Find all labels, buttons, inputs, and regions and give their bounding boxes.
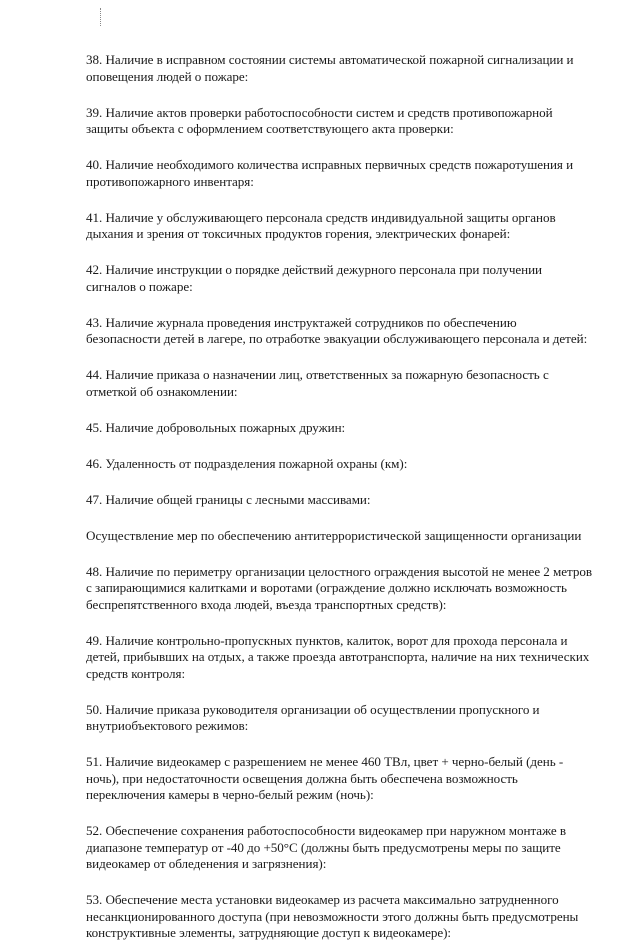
item-line: детей, прибывших на отдых, а также проезда автотранспорта, наличие на них технических (86, 649, 590, 664)
item-line: видеокамер от обледенения и загрязнения): (86, 856, 327, 871)
item-51 (86, 754, 598, 804)
item-line: 44. Наличие приказа о назначении лиц, ответственных за пожарную безопасность с (86, 367, 549, 382)
item-line: несанкционированного доступа (при невозможности этого должны быть предусмотрены (86, 908, 579, 924)
item-45 (86, 420, 598, 437)
section-heading: Осуществление мер по обеспечению антитеррористической защищенности организации (86, 527, 582, 543)
item-39 (86, 105, 598, 138)
scan-mark (100, 8, 102, 26)
item-47 (86, 492, 598, 509)
item-line: средств контроля: (86, 665, 186, 681)
item-line: дыхания и зрения от токсичных продуктов горения, электрических фонарей: (86, 226, 511, 241)
item-line: 48. Наличие по периметру организации целостного ограждения высотой не менее 2 метров (86, 563, 592, 579)
item-line: 53. Обеспечение места установки видеокамер из расчета максимально затрудненного (86, 892, 559, 907)
item-line: диапазоне температур от -40 до +50°С (должны быть предусмотрены меры по защите (86, 839, 561, 855)
item-line: 41. Наличие у обслуживающего персонала средств индивидуальной защиты органов (86, 209, 556, 225)
item-42 (86, 262, 598, 295)
item-line: внутриобъектового режимов: (86, 718, 249, 733)
item-line: защиты объекта с оформлением соответствующего акта проверки: (86, 121, 454, 136)
item-line: 52. Обеспечение сохранения работоспособности видеокамер при наружном монтаже в (86, 823, 567, 838)
item-line: 38. Наличие в исправном состоянии системы автоматической пожарной сигнализации и (86, 52, 574, 67)
item-line: беспрепятственного входа людей, въезда транспортных средств): (86, 596, 447, 612)
item-43 (86, 315, 598, 348)
item-line: переключения камеры в черно-белый режим (ночь): (86, 787, 374, 802)
item-46 (86, 456, 598, 473)
item-line: 43. Наличие журнала проведения инструктажей сотрудников по обеспечению (86, 314, 517, 330)
item-line: сигналов о пожаре: (86, 278, 193, 294)
item-line: отметкой об ознакомлении: (86, 383, 238, 399)
item-49 (86, 633, 598, 683)
item-50 (86, 702, 598, 735)
item-line: 42. Наличие инструкции о порядке действий дежурного персонала при получении (86, 262, 543, 277)
item-line: 49. Наличие контрольно-пропускных пунктов, калиток, ворот для прохода персонала и (86, 632, 568, 648)
item-line: 45. Наличие добровольных пожарных дружин: (86, 419, 346, 435)
item-48 (86, 564, 598, 614)
item-41 (86, 210, 598, 243)
item-line: 51. Наличие видеокамер с разрешением не менее 460 ТВл, цвет + черно-белый (день - (86, 754, 564, 769)
item-53 (86, 892, 598, 942)
item-44 (86, 367, 598, 400)
item-line: 50. Наличие приказа руководителя организации об осуществлении пропускного и (86, 701, 540, 717)
item-line: ночь), при недостаточности освещения должна быть обеспечена возможность (86, 770, 518, 786)
item-40 (86, 157, 598, 190)
item-line: конструктивные элементы, затрудняющие доступ к видеокамере): (86, 925, 452, 940)
item-line: с запирающимися калитками и воротами (ограждение должно исключать возможность (86, 580, 567, 595)
item-line: 46. Удаленность от подразделения пожарной охраны (км): (86, 455, 408, 471)
item-line: безопасности детей в лагере, по отработке эвакуации обслуживающего персонала и детей: (86, 331, 588, 346)
item-line: 39. Наличие актов проверки работоспособности систем и средств противопожарной (86, 104, 553, 120)
item-line: 47. Наличие общей границы с лесными массивами: (86, 491, 371, 507)
item-line: 40. Наличие необходимого количества исправных первичных средств пожаротушения и (86, 157, 574, 172)
item-line: противопожарного инвентаря: (86, 173, 254, 189)
item-52 (86, 823, 598, 873)
item-line: оповещения людей о пожаре: (86, 68, 249, 84)
item-38 (86, 52, 598, 85)
